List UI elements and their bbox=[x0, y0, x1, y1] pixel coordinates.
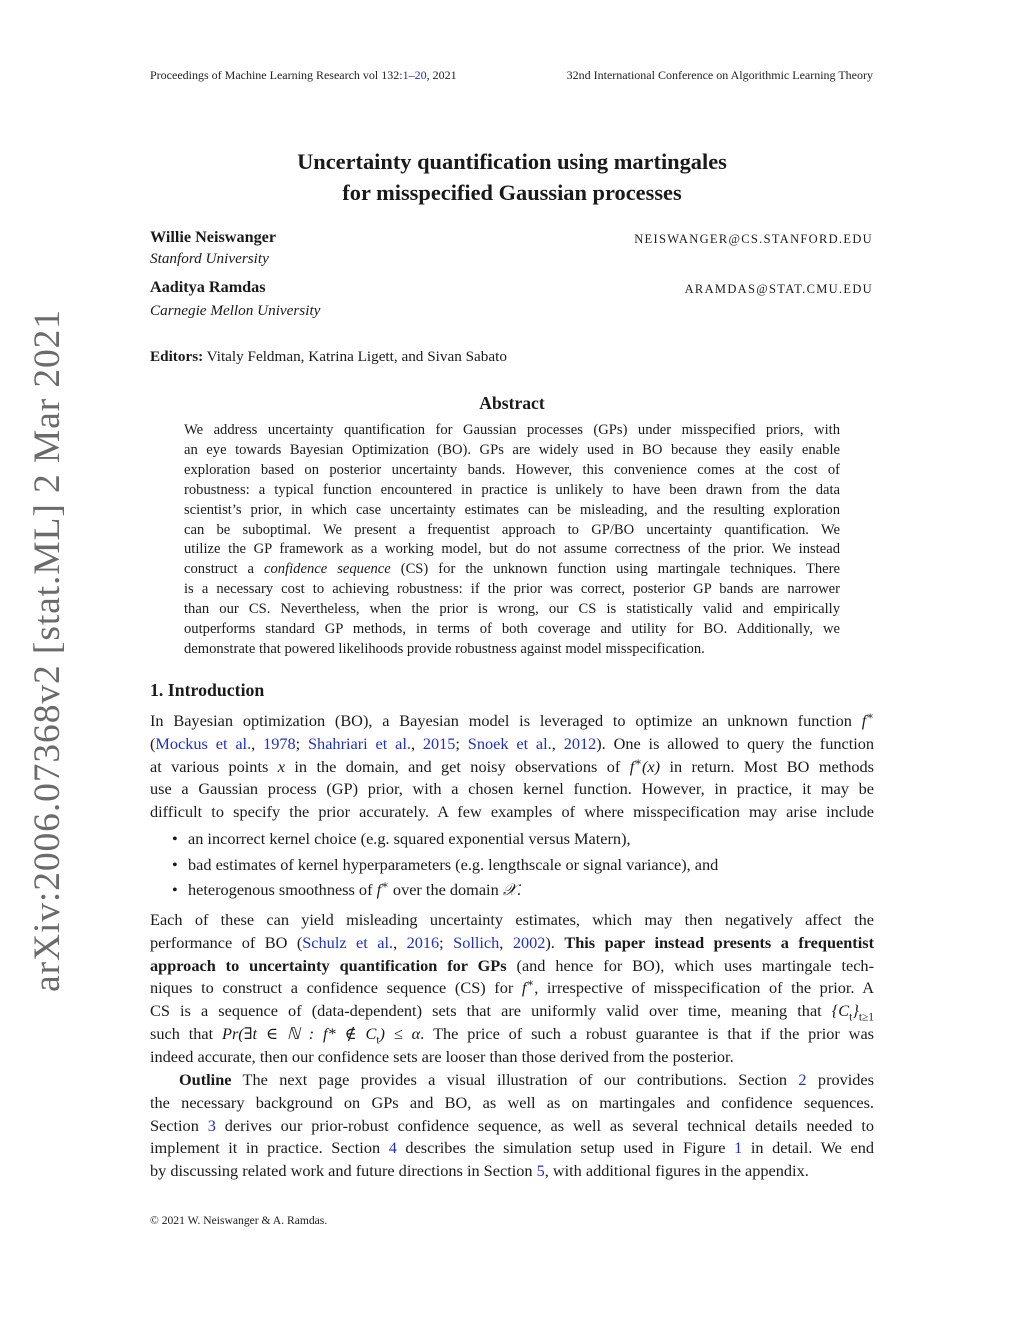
citation-link[interactable]: Schulz et al. bbox=[302, 932, 394, 952]
text-span: ). bbox=[545, 932, 565, 952]
text-span: , with additional figures in the appendix. bbox=[544, 1161, 809, 1181]
misspecification-list bbox=[172, 826, 872, 903]
abstract-line: utilize the GP framework as a working model, but do not assume correctness of the prior. We instead bbox=[184, 541, 840, 558]
section-ref-link[interactable]: 5 bbox=[536, 1161, 545, 1181]
text-span: implement it in practice. Section bbox=[150, 1138, 389, 1158]
list-item bbox=[172, 852, 872, 878]
text-line bbox=[150, 1023, 874, 1046]
abstract-heading: Abstract bbox=[479, 393, 545, 413]
text-line bbox=[150, 1000, 874, 1023]
bold-claim: approach to uncertainty quantification for GPs bbox=[150, 955, 507, 975]
bold-claim: This paper instead presents a frequentist bbox=[564, 932, 874, 952]
arxiv-stamp bbox=[20, 308, 74, 992]
math-cs: {C bbox=[831, 1001, 850, 1021]
abstract-line bbox=[184, 560, 840, 580]
text-line bbox=[150, 733, 874, 756]
editors-line bbox=[150, 348, 507, 366]
text-line: indeed accurate, then our confidence sets are looser than those derived from the posterior. bbox=[150, 1046, 734, 1066]
text-span: at various points bbox=[150, 756, 278, 776]
section-ref-link[interactable]: 2 bbox=[798, 1070, 807, 1089]
math-f: f bbox=[521, 978, 527, 998]
citation-year-link[interactable]: 2002 bbox=[512, 932, 546, 952]
text-line bbox=[150, 955, 874, 978]
author-email[interactable]: NEISWANGER@CS.STANFORD.EDU bbox=[634, 232, 873, 246]
list-item-text: over the domain bbox=[388, 880, 503, 899]
text-line bbox=[150, 1137, 874, 1160]
page-start-link[interactable]: 1 bbox=[402, 68, 409, 82]
intro-paragraph-2 bbox=[150, 909, 874, 1069]
intro-paragraph-1 bbox=[150, 710, 874, 824]
abstract-text: (CS) for the unknown function using martingale techniques. There bbox=[390, 561, 840, 578]
intro-paragraph-outline bbox=[150, 1069, 874, 1183]
text-span: CS is a sequence of (data-dependent) sets that are uniformly valid over time, meaning that bbox=[150, 1001, 832, 1021]
copyright-footer: © 2021 W. Neiswanger & A. Ramdas. bbox=[150, 1214, 328, 1227]
text-span: , bbox=[393, 932, 407, 952]
text-line: Each of these can yield misleading uncertainty estimates, which may then negatively affect the bbox=[150, 910, 874, 929]
text-span: by discussing related work and future directions in Section bbox=[150, 1161, 537, 1181]
text-span: such that bbox=[150, 1023, 222, 1043]
title-line-1: Uncertainty quantification using martingales bbox=[297, 149, 727, 174]
title-line-2: for misspecified Gaussian processes bbox=[342, 179, 682, 205]
abstract-line: than our CS. Nevertheless, when the prior is wrong, our CS is statistically valid and empirically bbox=[184, 601, 840, 618]
page-dash: – bbox=[408, 68, 415, 82]
author-affiliation: Carnegie Mellon University bbox=[150, 302, 321, 319]
proceedings-text: Proceedings of Machine Learning Research vol 132: bbox=[150, 68, 403, 82]
list-item-text: bad estimates of kernel hyperparameters (e.g. lengthscale or signal variance), and bbox=[188, 854, 719, 874]
text-span: describes the simulation setup used in Figure bbox=[396, 1138, 735, 1158]
abstract-line: is a necessary cost to achieving robustness: if the prior was correct, posterior GP bands are narrower bbox=[184, 581, 840, 598]
math-sup: ∗ bbox=[634, 756, 642, 769]
math-sup: ∗ bbox=[381, 879, 389, 892]
list-item-text: heterogenous smoothness of bbox=[188, 880, 377, 899]
citation-link[interactable]: Snoek et al. bbox=[467, 733, 552, 753]
citation-link[interactable]: Sollich bbox=[453, 932, 500, 952]
text-span: The next page provides a visual illustration of our contributions. Section bbox=[231, 1070, 799, 1089]
author-affiliation: Stanford University bbox=[150, 250, 269, 267]
math-f: f bbox=[629, 756, 635, 776]
text-span: Section bbox=[150, 1115, 208, 1135]
abstract-line: an eye towards Bayesian Optimization (BO). GPs are widely used in BO because they easily enable bbox=[184, 441, 840, 458]
text-span: in the domain, and get noisy observations of bbox=[284, 756, 630, 776]
math-sup: ∗ bbox=[526, 977, 535, 990]
citation-year-link[interactable]: 2012 bbox=[563, 733, 597, 753]
text-span: , bbox=[251, 733, 264, 753]
text-span: , bbox=[551, 733, 564, 753]
citation-year-link[interactable]: 1978 bbox=[263, 733, 296, 753]
math-prob: Pr(∃t ∈ ℕ : f* ∉ C bbox=[222, 1023, 377, 1043]
text-span: in return. Most BO methods bbox=[660, 756, 874, 776]
figure-ref-link[interactable]: 1 bbox=[734, 1138, 743, 1158]
math-sup: ∗ bbox=[866, 710, 874, 723]
author-name: Willie Neiswanger bbox=[150, 228, 277, 246]
list-item bbox=[172, 877, 872, 903]
section-ref-link[interactable]: 4 bbox=[388, 1138, 397, 1158]
math-cs-close: } bbox=[852, 1001, 859, 1021]
list-item-text: an incorrect kernel choice (e.g. squared exponential versus Matern), bbox=[188, 829, 631, 848]
editors-names: Vitaly Feldman, Katrina Ligett, and Sivan Sabato bbox=[203, 348, 507, 365]
text-line bbox=[150, 710, 874, 733]
text-line bbox=[150, 932, 874, 955]
text-span: , bbox=[499, 932, 513, 952]
text-line: difficult to specify the prior accurately. A few examples of where misspecification may arise include bbox=[150, 802, 874, 822]
section-heading-introduction: 1. Introduction bbox=[150, 680, 265, 700]
abstract-body bbox=[184, 421, 840, 660]
emphasis-confidence-sequence: confidence sequence bbox=[264, 561, 391, 578]
running-header-left bbox=[150, 68, 457, 83]
abstract-line: can be suboptimal. We present a frequentist approach to GP/BO uncertainty quantification. We bbox=[184, 521, 840, 538]
author-email[interactable]: ARAMDAS@STAT.CMU.EDU bbox=[684, 282, 873, 296]
editors-label: Editors: bbox=[150, 348, 204, 365]
abstract-line: exploration based on posterior uncertainty bands. However, this convenience comes at the cost of bbox=[184, 461, 840, 478]
bullet-icon: • bbox=[172, 880, 178, 899]
math-f: f bbox=[861, 711, 867, 730]
text-span: ; bbox=[295, 733, 308, 753]
text-span: In Bayesian optimization (BO), a Bayesian model is leveraged to optimize an unknown function bbox=[150, 711, 862, 730]
citation-link[interactable]: Shahriari et al. bbox=[308, 733, 411, 753]
text-span: ( bbox=[150, 733, 156, 753]
text-line bbox=[150, 756, 874, 779]
math-arg: (x) bbox=[641, 756, 661, 776]
text-span: performance of BO ( bbox=[150, 932, 303, 952]
math-sub: t bbox=[849, 1011, 853, 1024]
math-f: f bbox=[376, 880, 382, 899]
text-line bbox=[150, 1069, 874, 1092]
math-domain: 𝒳 bbox=[502, 880, 517, 899]
text-span: ). One is allowed to query the function bbox=[596, 733, 875, 753]
text-line: use a Gaussian process (GP) prior, with a chosen kernel function. However, in practice, it may be bbox=[150, 779, 874, 799]
text-span: , irrespective of misspecification of the prior. A bbox=[534, 978, 874, 998]
text-line bbox=[150, 977, 874, 1000]
math-prob-close: ) ≤ α bbox=[379, 1023, 421, 1043]
text-line: the necessary background on GPs and BO, as well as on martingales and confidence sequences. bbox=[150, 1092, 874, 1112]
text-span: ; bbox=[439, 932, 454, 952]
text-span: ; bbox=[455, 733, 468, 753]
abstract-line: We address uncertainty quantification for Gaussian processes (GPs) under misspecified priors, with bbox=[184, 422, 840, 438]
citation-year-link[interactable]: 2016 bbox=[406, 932, 440, 952]
math-x: x bbox=[277, 756, 285, 776]
outline-label: Outline bbox=[179, 1070, 232, 1089]
citation-link[interactable]: Mockus et al. bbox=[155, 733, 252, 753]
section-ref-link[interactable]: 3 bbox=[207, 1115, 216, 1135]
citation-year-link[interactable]: 2015 bbox=[422, 733, 456, 753]
abstract-line: outperforms standard GP methods, in terms of both coverage and utility for BO. Additionally, we bbox=[184, 621, 840, 638]
text-span: . The price of such a robust guarantee is that if the prior was bbox=[420, 1023, 875, 1043]
paper-title bbox=[150, 147, 874, 208]
text-span: provides bbox=[806, 1070, 874, 1089]
text-span: derives our prior-robust confidence sequence, as well as several technical details needed to bbox=[215, 1115, 875, 1135]
text-span: niques to construct a confidence sequence (CS) for bbox=[150, 978, 522, 998]
abstract-line: scientist’s prior, in which case uncertainty estimates can be misleading, and the resulting exploration bbox=[184, 501, 840, 518]
page-end-link[interactable]: 20 bbox=[414, 68, 427, 82]
math-sub: t bbox=[376, 1034, 380, 1047]
text-span: , bbox=[410, 733, 423, 753]
text-span: in detail. We end bbox=[742, 1138, 875, 1158]
running-header-right: 32nd International Conference on Algorithmic Learning Theory bbox=[566, 68, 873, 82]
text-line bbox=[150, 1160, 874, 1183]
abstract-line: robustness: a typical function encountered in practice is unlikely to have been drawn from the data bbox=[184, 481, 840, 498]
arxiv-stamp-text: arXiv:2006.07368v2 [stat.ML] 2 Mar 2021 bbox=[26, 308, 68, 992]
text-line bbox=[150, 1115, 874, 1138]
proceedings-year: , 2021 bbox=[426, 68, 457, 82]
list-item-text: . bbox=[516, 880, 521, 899]
author-name: Aaditya Ramdas bbox=[150, 278, 266, 296]
list-item bbox=[172, 826, 872, 852]
text-span: (and hence for BO), which uses martingale tech- bbox=[506, 955, 874, 975]
bullet-icon: • bbox=[172, 829, 178, 848]
abstract-text: construct a bbox=[184, 561, 264, 578]
abstract-line: demonstrate that powered likelihoods provide robustness against model misspecification. bbox=[184, 640, 705, 657]
bullet-icon: • bbox=[172, 854, 178, 874]
math-sub: t≥1 bbox=[858, 1011, 874, 1024]
